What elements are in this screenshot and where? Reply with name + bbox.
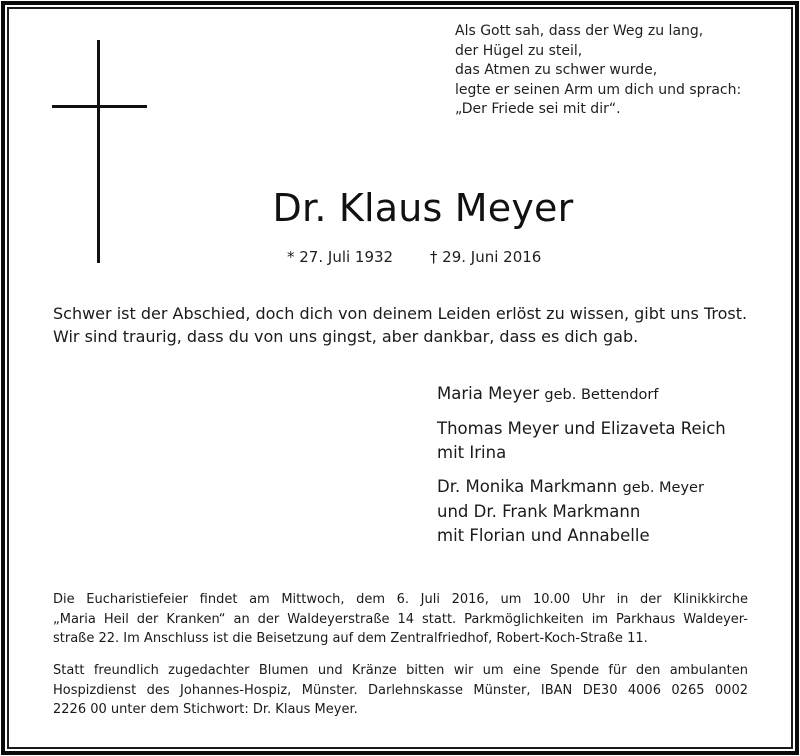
mourner-line bbox=[437, 382, 726, 407]
cross-horizontal-bar bbox=[52, 105, 147, 108]
mourner-line bbox=[437, 417, 726, 441]
farewell-text bbox=[53, 302, 747, 348]
mourner-name: und Dr. Frank Markmann bbox=[437, 502, 641, 521]
mourner-name: Maria Meyer bbox=[437, 384, 540, 403]
farewell-line: Schwer ist der Abschied, doch dich von deinem Leiden erlöst zu wissen, gibt uns Trost. bbox=[53, 304, 748, 323]
donation-notice-line: Statt freundlich zugedachter Blumen und Kränze bitten wir um eine Spende für den ambulanten bbox=[53, 663, 748, 678]
mourner-group-daughter bbox=[437, 475, 726, 548]
maiden-name: geb. Bettendorf bbox=[544, 387, 659, 403]
poem-line: der Hügel zu steil, bbox=[455, 42, 583, 59]
donation-notice-line: Hospizdienst des Johannes-Hospiz, Münster. Darlehnskasse Münster, IBAN DE30 4006 0265 0002 bbox=[53, 682, 748, 698]
farewell-line: Wir sind traurig, dass du von uns gingst, aber dankbar, dass es dich gab. bbox=[53, 327, 639, 346]
death-date: † 29. Juni 2016 bbox=[429, 248, 542, 266]
mourner-name: mit Florian und Annabelle bbox=[437, 526, 650, 545]
mourner-name: mit Irina bbox=[437, 443, 507, 462]
poem-line: Als Gott sah, dass der Weg zu lang, bbox=[455, 23, 704, 39]
maiden-name: geb. Meyer bbox=[622, 480, 704, 496]
life-dates bbox=[287, 246, 541, 268]
mourner-name: Thomas Meyer und Elizaveta Reich bbox=[437, 419, 726, 438]
mourner-line bbox=[437, 475, 726, 500]
mourners-list bbox=[437, 382, 726, 558]
service-notice-line: Die Eucharistiefeier findet am Mittwoch, dem 6. Juli 2016, um 10.00 Uhr in der Klinikkirche bbox=[53, 592, 748, 607]
service-notice bbox=[53, 590, 748, 649]
memorial-poem bbox=[455, 22, 741, 120]
service-notice-line: „Maria Heil der Kranken“ an der Waldeyerstraße 14 statt. Parkmöglichkeiten im Parkhaus Waldeyer- bbox=[53, 611, 748, 627]
poem-line: legte er seinen Arm um dich und sprach: bbox=[455, 81, 742, 98]
poem-line: das Atmen zu schwer wurde, bbox=[455, 62, 658, 79]
mourner-line bbox=[437, 441, 726, 465]
service-notice-line: straße 22. Im Anschluss ist die Beisetzung auf dem Zentralfriedhof, Robert-Koch-Straße 11. bbox=[53, 631, 648, 647]
mourner-group-spouse bbox=[437, 382, 726, 407]
donation-notice-line: 2226 00 unter dem Stichwort: Dr. Klaus Meyer. bbox=[53, 702, 358, 718]
birth-date: * 27. Juli 1932 bbox=[287, 248, 394, 266]
donation-notice bbox=[53, 661, 748, 720]
deceased-name: Dr. Klaus Meyer bbox=[272, 186, 574, 230]
mourner-line bbox=[437, 524, 726, 548]
mourner-group-son bbox=[437, 417, 726, 465]
poem-line: „Der Friede sei mit dir“. bbox=[455, 101, 621, 118]
mourner-name: Dr. Monika Markmann bbox=[437, 477, 618, 496]
mourner-line bbox=[437, 500, 726, 524]
